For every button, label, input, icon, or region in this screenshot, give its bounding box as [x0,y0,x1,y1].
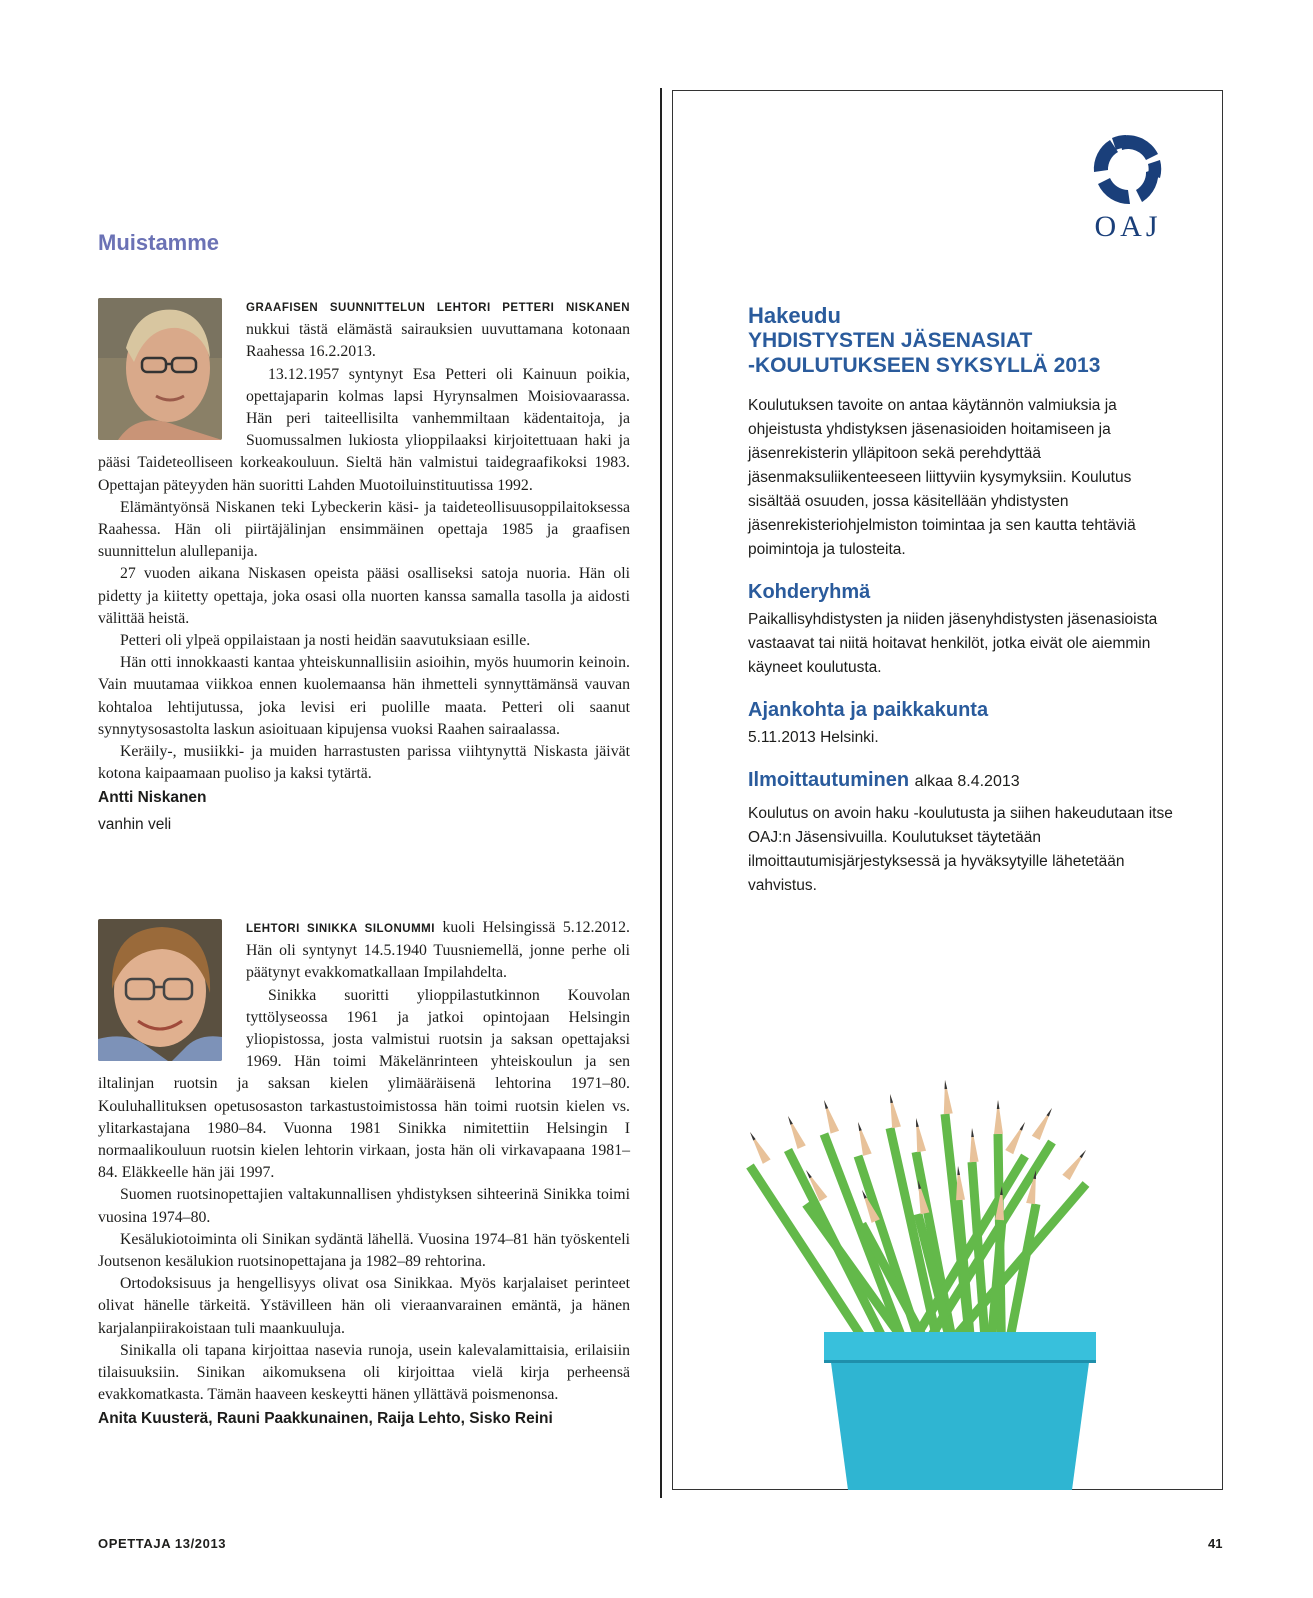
obituary-paragraph: Keräily-, musiikki- ja muiden harrastusten parissa viihtynyttä Niskasta jäivät kotona kaipaamaan puoliso ja kaksi tytärtä. [98,743,630,783]
obituary-lead: LEHTORI SINIKKA SILONUMMI [246,923,435,935]
obituary-paragraph: Petteri oli ylpeä oppilaistaan ja nosti heidän saavutuksiaan esille. [120,632,531,650]
pencils-in-pot-illustration [740,1080,1140,1490]
obituary-paragraph: kuoli Helsingissä 5.12.2012. Hän oli syntynyt 14.5.1940 Tuusniemellä, jonne perhe oli päätynyt evakkomatkallaan Impilahdelta. [246,919,630,982]
obituary-signature-role: vanhin veli [98,815,172,833]
portrait-sinikka-silonummi [98,919,222,1061]
obituary-signature: Antti Niskanen [98,789,207,807]
ad-target-text: Paikallisyhdistysten ja niiden jäsenyhdistysten jäsenasioista vastaavat tai niitä hoitavat henkilöt, jotka eivät ole aiemmin käyneet koulutusta. [748,611,1158,676]
obituary-paragraph: nukkui tästä elämästä sairauksien uuvuttamana kotonaan Raahessa 16.2.2013. [246,321,630,361]
portrait-petteri-niskanen [98,298,222,440]
oaj-logo-text: OAJ [1094,210,1162,243]
obituary-paragraph: Hän otti innokkaasti kantaa yhteiskunnallisiin asioihin, myös huumorin keinoin. Vain muutamaa viikkoa ennen kuolemaansa hän ihmetteli synnyttämänsä vauvan kohtaloa lehtijutussa, joka levisi eri puolille maata. Petteri oli saanut synnytysosastolta laskun asioituaan kipujensa vuoksi Raahen sairaalassa. [98,654,630,738]
ad-signup-heading: Ilmoittautuminen [748,769,910,791]
ad-time-heading: Ajankohta ja paikkakunta [748,699,989,721]
obituary-niskanen [98,296,630,836]
obituary-paragraph: Sinikka suoritti ylioppilastutkinnon Kouvolan tyttölyseossa 1961 ja jatkoi opintojaan Helsingin yliopistossa, josta valmistui ruotsin ja saksan opettajaksi 1969. Hän toimi Mäkelänrinteen yhteiskoulun ja sen iltalinjan ruotsin ja saksan kielen ylimääräisenä lehtorina 1971–80. Kouluhallituksen opetusosaston tarkastustoimistossa hän toimi ruotsin kielen vs. ylitarkastajana 1980–84. Vuonna 1981 Sinikka nimitettiin Helsingin I normaalikouluun ruotsin kielen lehtorin virkaan, josta hän oli virkavapaana 1981–84. Eläkkeelle hän jäi 1997. [98,986,630,1182]
obituary-paragraph: Sinikalla oli tapana kirjoittaa nasevia runoja, usein kalevalamittaisia, erilaisiin tilaisuuksiin. Sinikan aikomuksena oli kirjoittaa vielä kirja perheensä evakkomatkasta. Tämän haaveen keskeytti hänen yllättävä poismenonsa. [98,1341,630,1404]
obituary-paragraph: Elämäntyönsä Niskanen teki Lybeckerin käsi- ja taideteollisuusoppilaitoksessa Raahessa. Hän oli piirtäjälinjan ensimmäinen opettaja 1985 ja graafisen suunnittelun alullepanija. [98,498,630,561]
ad-target-heading: Kohderyhmä [748,581,871,603]
ad-time-text: 5.11.2013 Helsinki. [748,729,879,746]
ad-heading-line3: -KOULUTUKSEEN SYKSYLLÄ 2013 [748,354,1101,377]
ad-signup-note: alkaa 8.4.2013 [914,773,1020,790]
obituary-signature: Anita Kuusterä, Rauni Paakkunainen, Raija Lehto, Sisko Reini [98,1410,553,1428]
ad-content [748,304,1178,898]
oaj-logo-icon [1085,130,1171,215]
column-divider [660,88,662,1498]
ad-signup-heading-row [748,768,1178,794]
obituary-lead: GRAAFISEN SUUNNITTELUN LEHTORI PETTERI NISKANEN [246,302,630,314]
ad-intro: Koulutuksen tavoite on antaa käytännön valmiuksia ja ohjeistusta yhdistyksen jäsenasioiden hoitamiseen ja jäsenrekisterin ylläpitoon sekä perehdyttää jäsenmaksuliikenteeseen liittyviin kysymyksiin. Koulutus sisältää osuuden, jossa käsitellään yhdistysten jäsenrekisteriohjelmiston toimintaa ja sen kautta tehtäviä poimintoja ja tulosteita. [748,397,1136,558]
section-title: Muistamme [98,230,220,255]
obituary-silonummi [98,917,630,1431]
footer-page-number: 41 [1208,1536,1223,1551]
obituary-paragraph: 13.12.1957 syntynyt Esa Petteri oli Kainuun poikia, opettajaparin kolmas lapsi Hyrynsalmen Moisiovaarassa. Hän peri taiteellisilta vanhemmiltaan kädentaitoja, ja Suomussalmen lukiosta ylioppilaaksi kirjoitettuaan haki ja pääsi Taideteolliseen korkeakouluun. Sieltä hän valmistui taidegraafikoksi 1983. Opettajan päteyyden hän suoritti Lahden Muotoiluinstituutissa 1992. [98,365,630,494]
obituary-paragraph: Suomen ruotsinopettajien valtakunnallisen yhdistyksen sihteerinä Sinikka toimi vuosina 1974–80. [98,1186,630,1226]
obituary-paragraph: 27 vuoden aikana Niskasen opeista pääsi osalliseksi satoja nuoria. Hän oli pidetty ja kiitetty opettaja, joka osasi olla nuorten kanssa samalla tasolla ja aidosti välittää heistä. [98,565,630,627]
obituary-paragraph: Kesälukiotoiminta oli Sinikan sydäntä lähellä. Vuosina 1974–81 hän työskenteli Joutsenon kesälukion ruotsinopettajana ja 1982–89 rehtorina. [98,1230,630,1271]
ad-heading-line2: YHDISTYSTEN JÄSENASIAT [748,329,1033,352]
obituary-paragraph: Ortodoksisuus ja hengellisyys olivat osa Sinikkaa. Myös karjalaiset perinteet olivat hänelle tärkeitä. Ystävilleen hän oli vieraanvarainen emäntä, ja hänen karjalanpiirakoistaan tuli maankuuluja. [98,1275,630,1337]
footer-publication: OPETTAJA 13/2013 [98,1536,227,1551]
ad-signup-text: Koulutus on avoin haku -koulutusta ja siihen hakeudutaan itse OAJ:n Jäsensivuilla. Koulutukset täytetään ilmoittautumisjärjestyksessä ja hyväksytyille lähetetään vahvistus. [748,805,1173,894]
ad-heading-line1: Hakeudu [748,303,841,328]
